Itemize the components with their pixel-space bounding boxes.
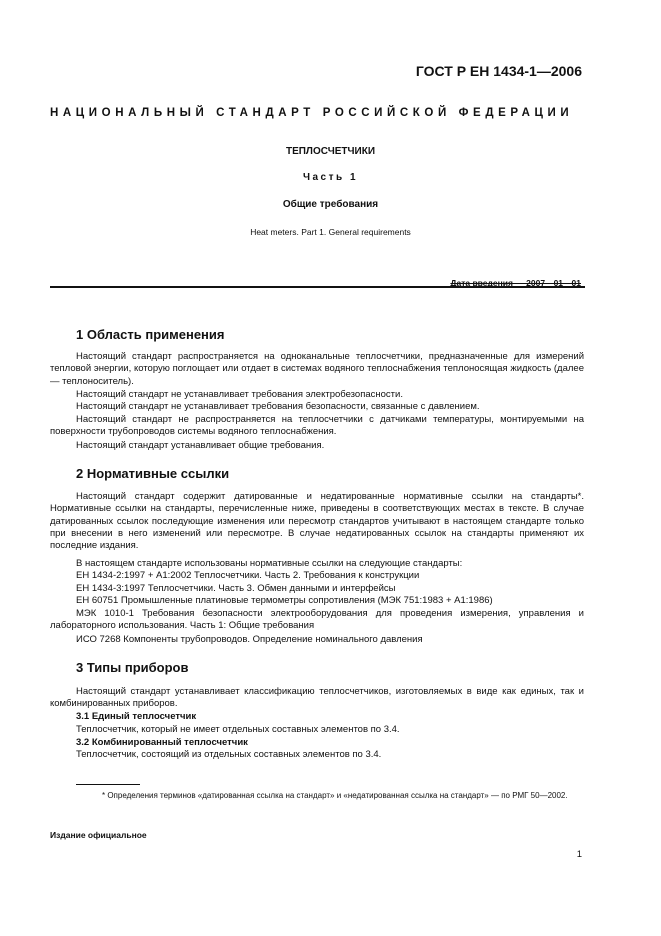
subsection-3-1-text: Теплосчетчик, который не имеет отдельных составных элементов по 3.4. [76, 724, 400, 735]
section-3-heading: 3 Типы приборов [76, 660, 189, 675]
official-edition-label: Издание официальное [50, 830, 147, 840]
document-code: ГОСТ Р ЕН 1434-1—2006 [415, 63, 582, 79]
page-number: 1 [576, 849, 582, 860]
reference-item: ИСО 7268 Компоненты трубопроводов. Определение номинального давления [76, 634, 423, 645]
section-2-paragraph: Настоящий стандарт содержит датированные и недатированные нормативные ссылки на стандарты*. Нормативные ссылки на стандарты, перечисленные ниже, приведены в соответствующих местах в тексте. В случае датированных ссылок последующие изменения или пересмотр стандартов учитывают в настоящем стандарте только при внесении в него изменений или пересмотре. В случае недатированных ссылок на стандарты применяют их последние издания. [50, 491, 584, 552]
section-1-paragraph: Настоящий стандарт не устанавливает требования безопасности, связанные с давлением. [76, 401, 480, 412]
section-1-paragraph: Настоящий стандарт не распространяется на теплосчетчики с датчиками температуры, монтируемыми на поверхности трубопроводов системы водяного теплоснабжения. [50, 414, 584, 438]
subsection-3-2-text: Теплосчетчик, состоящий из отдельных составных элементов по 3.4. [76, 749, 382, 760]
subsection-3-1-title: 3.1 Единый теплосчетчик [76, 711, 197, 722]
document-title: ТЕПЛОСЧЕТЧИКИ [285, 146, 376, 157]
section-3-paragraph: Настоящий стандарт устанавливает классификацию теплосчетчиков, изготовляемых в виде как единых, так и комбинированных приборов. [50, 686, 584, 710]
reference-item: ЕН 1434-2:1997 + А1:2002 Теплосчетчики. Часть 2. Требования к конструкции [76, 570, 420, 581]
subsection-3-2-title: 3.2 Комбинированный теплосчетчик [76, 737, 248, 748]
introduction-date: Дата введения — 2007—01—01 [450, 278, 581, 288]
document-part: Часть 1 [302, 172, 359, 183]
document-subtitle: Общие требования [282, 199, 379, 210]
section-1-paragraph: Настоящий стандарт не устанавливает требования электробезопасности. [76, 389, 403, 400]
section-1-paragraph: Настоящий стандарт распространяется на одноканальные теплосчетчики, предназначенные для измерений тепловой энергии, которую поглощает или отдает в системах водяного теплоснабжения теплоносящая жидкость (далее — теплоноситель). [50, 351, 584, 387]
footnote-rule [76, 784, 140, 785]
english-title: Heat meters. Part 1. General requirements [250, 227, 411, 237]
section-1-paragraph: Настоящий стандарт устанавливает общие требования. [76, 440, 325, 451]
reference-item: МЭК 1010-1 Требования безопасности электрооборудования для проведения измерения, управления и лабораторного использования. Часть 1: Общие требования [50, 608, 584, 632]
section-2-paragraph: В настоящем стандарте использованы нормативные ссылки на следующие стандарты: [76, 558, 463, 569]
reference-item: ЕН 60751 Промышленные платиновые термометры сопротивления (МЭК 751:1983 + А1:1986) [76, 595, 493, 606]
section-1-heading: 1 Область применения [76, 327, 225, 342]
reference-item: ЕН 1434-3:1997 Теплосчетчики. Часть 3. Обмен данными и интерфейсы [76, 583, 396, 594]
national-standard-banner: НАЦИОНАЛЬНЫЙ СТАНДАРТ РОССИЙСКОЙ ФЕДЕРАЦИИ [50, 107, 574, 119]
footnote: * Определения терминов «датированная ссылка на стандарт» и «недатированная ссылка на стандарт» — по РМГ 50—2002. [102, 791, 568, 800]
section-2-heading: 2 Нормативные ссылки [76, 466, 230, 481]
